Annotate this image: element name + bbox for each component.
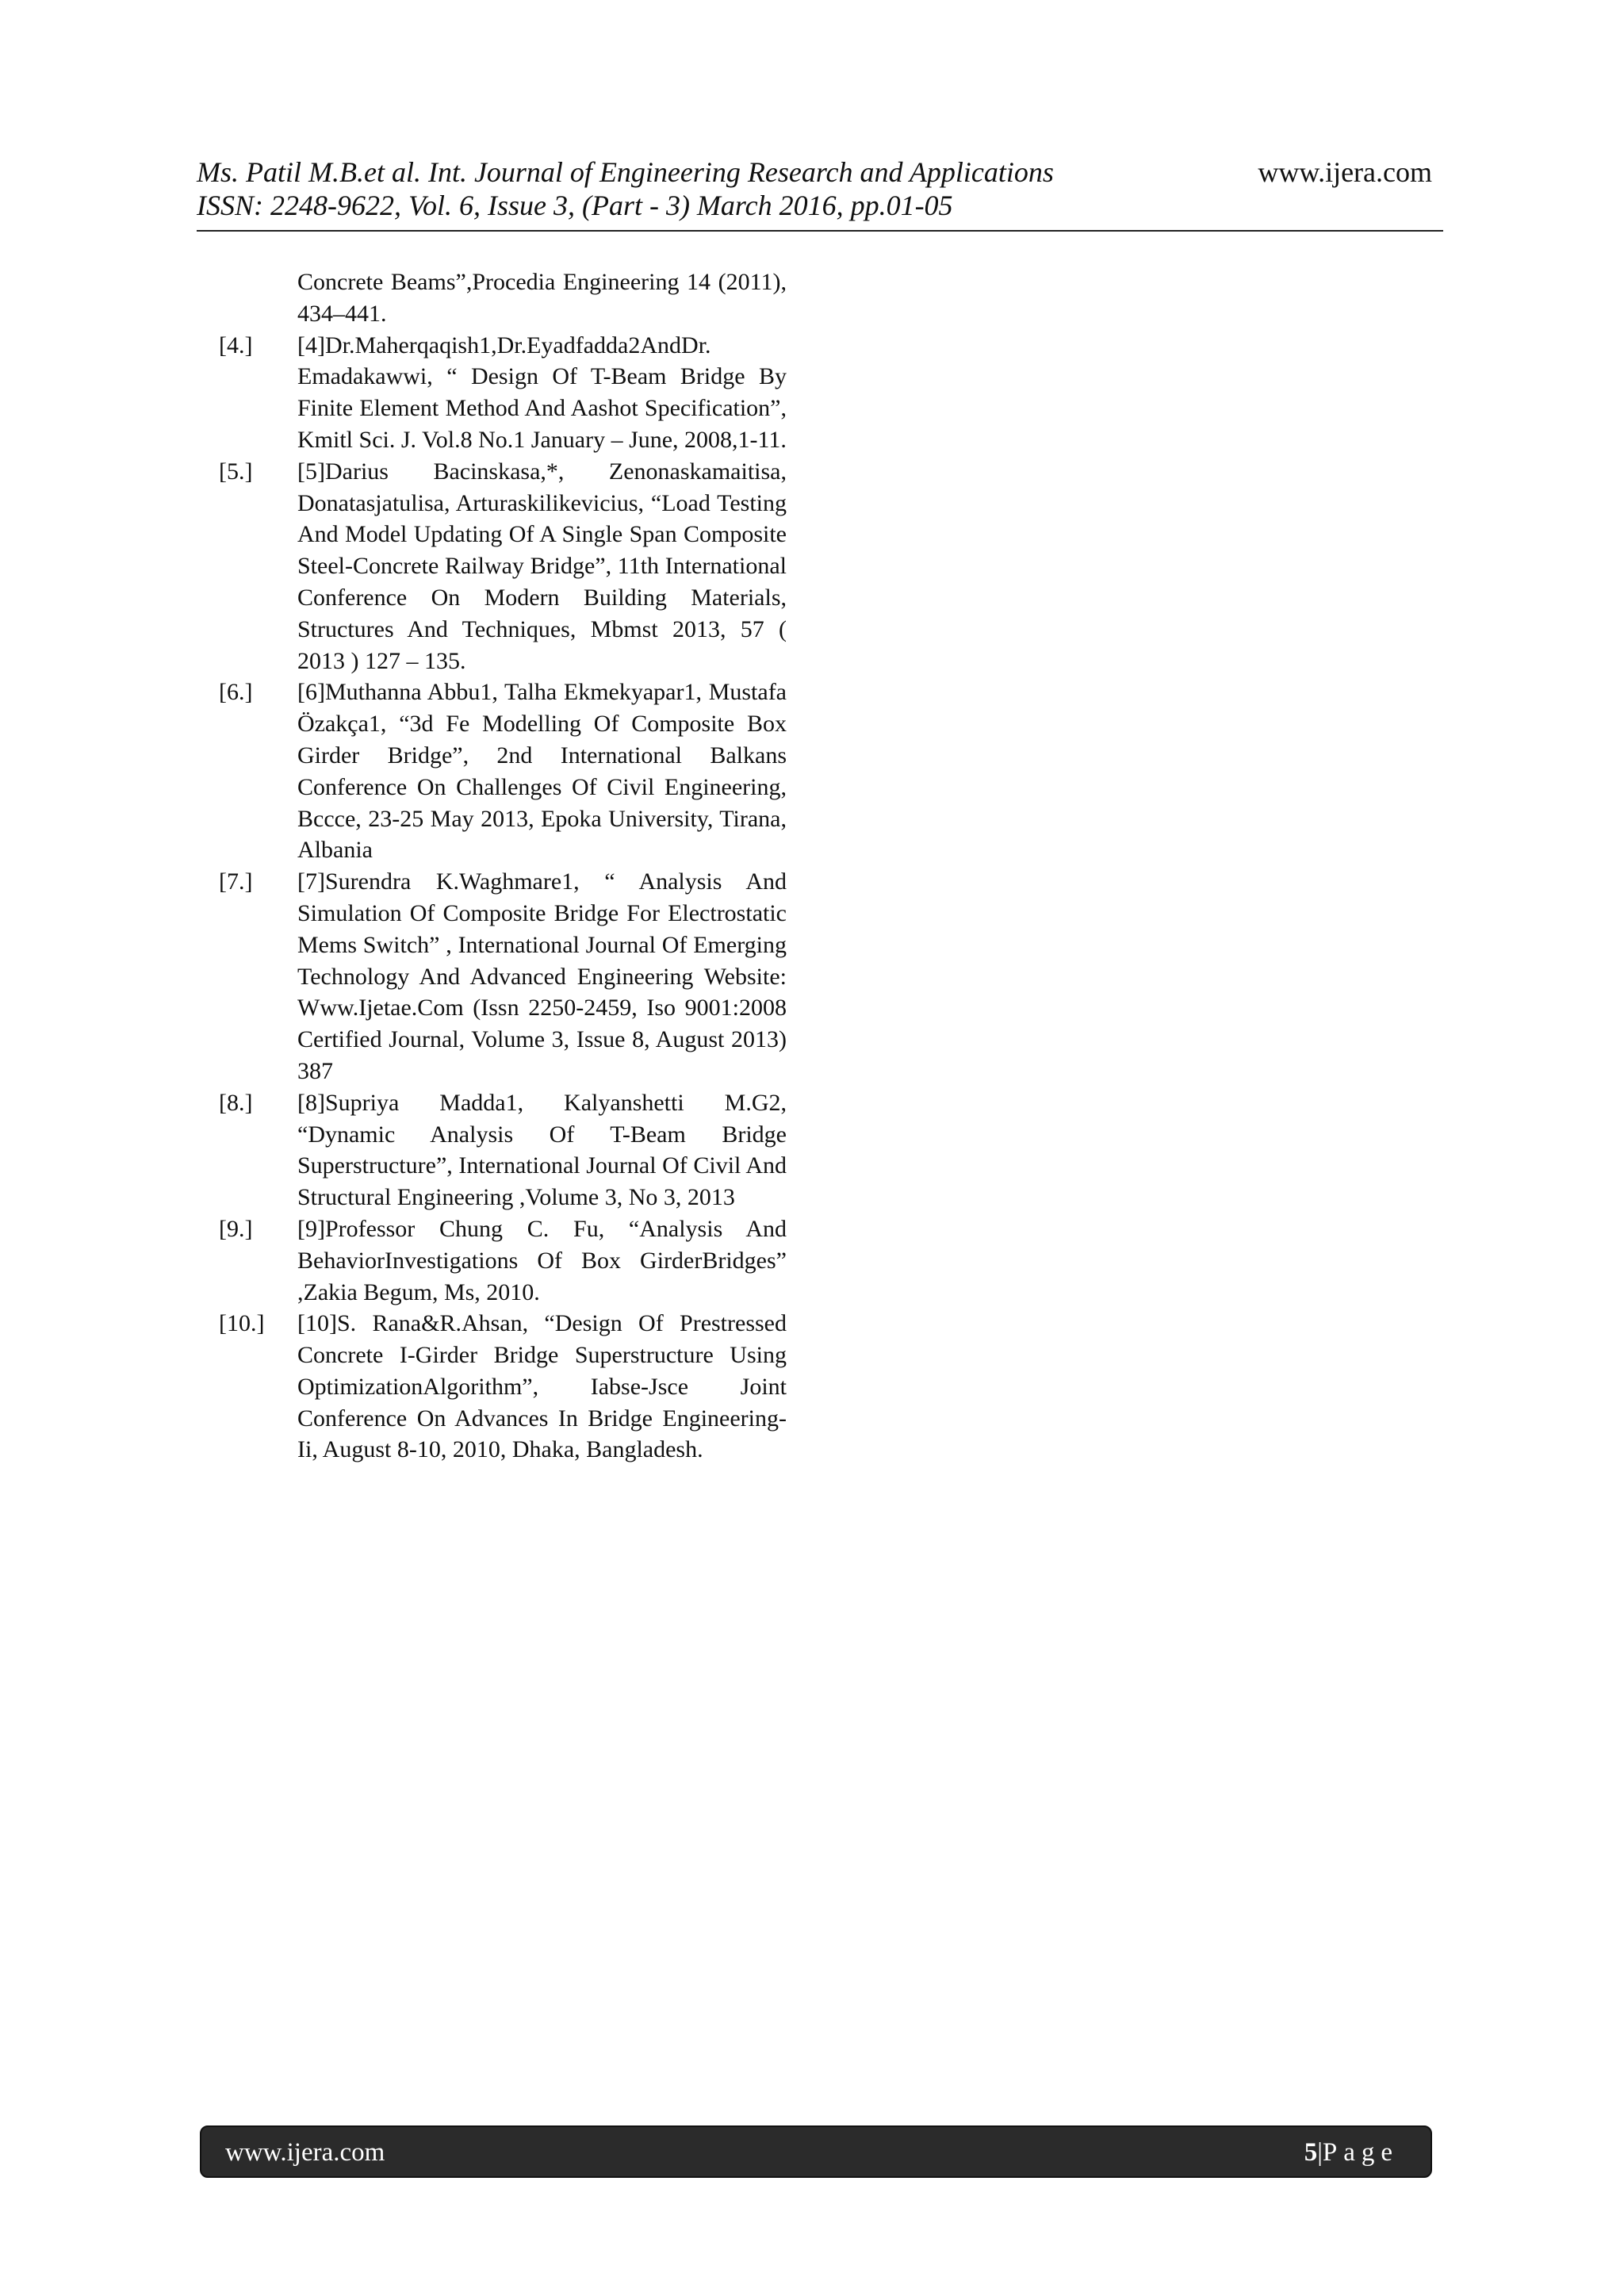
reference-number: [5.] — [219, 458, 253, 485]
header-website: www.ijera.com — [1258, 156, 1432, 188]
page-separator: | — [1317, 2138, 1323, 2167]
reference-item — [219, 456, 787, 677]
reference-item — [219, 1308, 787, 1466]
reference-item — [219, 330, 787, 456]
page-footer — [200, 2125, 1432, 2178]
reference-number: [6.] — [219, 679, 253, 706]
reference-number: [7.] — [219, 868, 253, 895]
reference-number: [9.] — [219, 1215, 253, 1242]
reference-text: [9]Professor Chung C. Fu, “Analysis And BehaviorInvestigations Of Box GirderBridges” ,Zakia Begum, Ms, 2010. — [297, 1215, 787, 1305]
reference-number: [8.] — [219, 1089, 253, 1116]
page-label: Page — [1322, 2138, 1399, 2167]
reference-item — [219, 1087, 787, 1213]
reference-item — [219, 1213, 787, 1308]
reference-text: [10]S. Rana&R.Ahsan, “Design Of Prestressed Concrete I-Girder Bridge Superstructure Using OptimizationAlgorithm”, Iabse-Jsce Joint Conference On Advances In Bridge Engineering-Ii, August 8-10, 2010, Dhaka, Bangladesh. — [297, 1310, 787, 1463]
reference-list — [219, 266, 787, 1466]
reference-text: [8]Supriya Madda1, Kalyanshetti M.G2, “Dynamic Analysis Of T-Beam Bridge Superstructure”, International Journal Of Civil And Structural Engineering ,Volume 3, No 3, 2013 — [297, 1089, 787, 1211]
reference-text: [4]Dr.Maherqaqish1,Dr.Eyadfadda2AndDr. Emadakawwi, “ Design Of T-Beam Bridge By Finite Element Method And Aashot Specification”, Kmitl Sci. J. Vol.8 No.1 January – June, 2008,1-11. — [297, 332, 787, 453]
reference-text: [5]Darius Bacinskasa,*, Zenonaskamaitisa, Donatasjatulisa, Arturaskilikevicius, “Load Testing And Model Updating Of A Single Span Composite Steel-Concrete Railway Bridge”, 11th International Conference On Modern Building Materials, Structures And Techniques, Mbmst 2013, 57 ( 2013 ) 127 – 135. — [297, 458, 787, 674]
reference-item — [219, 866, 787, 1087]
header-issn: ISSN: 2248-9622, Vol. 6, Issue 3, (Part - 3) March 2016, pp.01-05 — [197, 190, 953, 221]
reference-item — [219, 677, 787, 866]
reference-text: [6]Muthanna Abbu1, Talha Ekmekyapar1, Mustafa Özakça1, “3d Fe Modelling Of Composite Box Girder Bridge”, 2nd International Balkans Conference On Challenges Of Civil Engineering, Bccce, 23-25 May 2013, Epoka University, Tirana, Albania — [297, 679, 787, 864]
page-header — [197, 155, 1443, 232]
page-number: 5 — [1304, 2138, 1318, 2167]
footer-website: www.ijera.com — [225, 2138, 385, 2167]
footer-page-indicator — [1304, 2137, 1399, 2168]
reference-number: [4.] — [219, 332, 253, 358]
reference-continued: Concrete Beams”,Procedia Engineering 14 (2011), 434–441. — [297, 269, 787, 327]
reference-number: [10.] — [219, 1310, 265, 1337]
header-citation: Ms. Patil M.B.et al. Int. Journal of Engineering Research and Applications — [197, 156, 1054, 188]
reference-text: [7]Surendra K.Waghmare1, “ Analysis And Simulation Of Composite Bridge For Electrostatic Mems Switch” , International Journal Of Emerging Technology And Advanced Engineering Website: Www.Ijetae.Com (Issn 2250-2459, Iso 9001:2008 Certified Journal, Volume 3, Issue 8, August 2013) 387 — [297, 868, 787, 1084]
